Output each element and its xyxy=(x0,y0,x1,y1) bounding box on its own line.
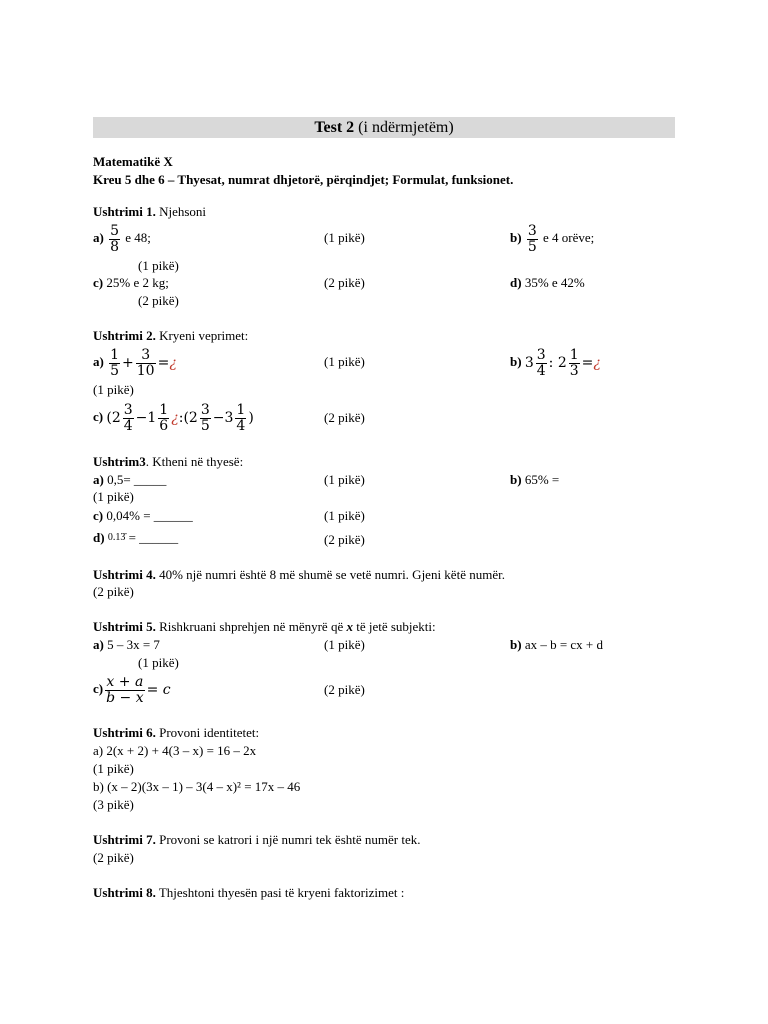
exercise-3b: b) 65% = xyxy=(510,472,560,487)
exercise-2a: a) $\frac{1}{5}$ + $\frac{3}{10}$ =¿ xyxy=(93,346,177,379)
exercise-1b: b) $\frac{3}{5}$ e 4 orëve; xyxy=(510,222,595,255)
exercise-1a-points: (1 pikë) xyxy=(324,230,365,245)
exercise-2b-points: (1 pikë) xyxy=(93,382,134,397)
exercise-7-points: (2 pikë) xyxy=(93,850,134,865)
exercise-2c-points: (2 pikë) xyxy=(324,410,365,425)
exercise-6a: a) 2(x + 2) + 4(3 – x) = 16 – 2x xyxy=(93,743,257,758)
exercise-3c: c) 0,04% = ______ xyxy=(93,508,193,523)
fraction: $\frac{3}{5}$ xyxy=(527,222,537,255)
exercise-3c-points: (1 pikë) xyxy=(324,508,365,523)
exercise-6-heading: Ushtrimi 6. Provoni identitetet: xyxy=(93,725,260,740)
exercise-2c: c) (2 $\frac{3}{4}$ −1 $\frac{1}{6}$ ¿:(2 $\frac{3}{5}$ −3 $\frac{1}{4}$ ) xyxy=(93,401,254,434)
exercise-5c-points: (2 pikë) xyxy=(324,682,365,697)
exercise-3a: a) 0,5= _____ xyxy=(93,472,167,487)
exercise-3a-points: (1 pikë) xyxy=(324,472,365,487)
exercise-3d: d) $^{0.13̄}$ = ______ xyxy=(93,530,179,545)
exercise-6a-points: (1 pikë) xyxy=(93,761,134,776)
exercise-6b-points: (3 pikë) xyxy=(93,797,134,812)
exercise-3-heading: Ushtrim3. Ktheni në thyesë: xyxy=(93,454,244,469)
exercise-1-heading: Ushtrimi 1. Njehsoni xyxy=(93,204,207,219)
exercise-3b-points: (1 pikë) xyxy=(93,489,134,504)
exercise-1c-points: (2 pikë) xyxy=(324,275,365,290)
exercise-8: Ushtrimi 8. Thjeshtoni thyesën pasi të kryeni faktorizimet : xyxy=(93,885,405,900)
exercise-6b: b) (x – 2)(3x – 1) – 3(4 – x)² = 17x – 46 xyxy=(93,779,301,794)
exercise-1b-points: (1 pikë) xyxy=(138,258,179,273)
exercise-5b: b) ax – b = cx + d xyxy=(510,637,604,652)
exercise-4: Ushtrimi 4. 40% një numri është 8 më shumë se vetë numri. Gjeni këtë numër. xyxy=(93,567,505,582)
exercise-5c: c) $\frac{x + a}{b - x}$ = c xyxy=(93,673,171,706)
exercise-5a-points: (1 pikë) xyxy=(324,637,365,652)
exercise-2-heading: Ushtrimi 2. Kryeni veprimet: xyxy=(93,328,249,343)
exercise-2a-points: (1 pikë) xyxy=(324,354,365,369)
exercise-2b: b) 3 $\frac{3}{4}$ : 2 $\frac{1}{3}$ =¿ xyxy=(510,346,601,379)
exercise-3d-points: (2 pikë) xyxy=(324,532,365,547)
exercise-7: Ushtrimi 7. Provoni se katrori i një numri tek është numër tek. xyxy=(93,832,421,847)
exercise-1c: c) 25% e 2 kg; xyxy=(93,275,169,290)
exercise-1d-points: (2 pikë) xyxy=(138,293,179,308)
exercise-4-points: (2 pikë) xyxy=(93,584,134,599)
chapter: Kreu 5 dhe 6 – Thyesat, numrat dhjetorë, përqindjet; Formulat, funksionet. xyxy=(93,172,514,187)
subject: Matematikë X xyxy=(93,154,173,169)
exercise-5b-points: (1 pikë) xyxy=(138,655,179,670)
fraction: $\frac{5}{8}$ xyxy=(110,222,120,255)
exercise-5-heading: Ushtrimi 5. Rishkruani shprehjen në mënyrë që x të jetë subjekti: xyxy=(93,619,436,634)
test-title: Test 2 (i ndërmjetëm) xyxy=(93,117,675,138)
exercise-5a: a) 5 – 3x = 7 xyxy=(93,637,160,652)
exercise-1d: d) 35% e 42% xyxy=(510,275,585,290)
exercise-1a: a) $\frac{5}{8}$ e 48; xyxy=(93,222,151,255)
